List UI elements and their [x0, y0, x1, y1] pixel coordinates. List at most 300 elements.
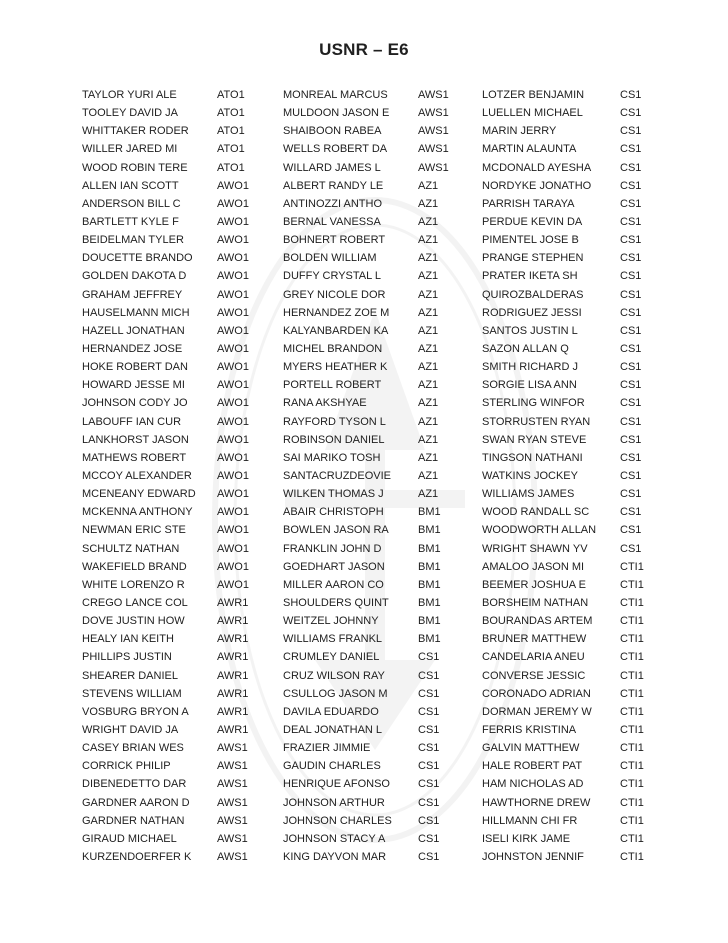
member-rate: CS1: [620, 288, 642, 301]
member-name: JOHNSON ARTHUR: [283, 796, 385, 809]
roster-row: [82, 793, 662, 811]
roster-row: [82, 86, 662, 104]
member-name: CSULLOG JASON M: [283, 687, 388, 700]
member-name: VOSBURG BRYON A: [82, 705, 189, 718]
member-name: CANDELARIA ANEU: [482, 651, 585, 664]
member-rate: AWS1: [217, 832, 248, 845]
member-rate: CS1: [418, 850, 440, 863]
member-rate: AZ1: [418, 379, 439, 392]
member-name: MARTIN ALAUNTA: [482, 143, 577, 156]
member-rate: CS1: [620, 179, 642, 192]
member-rate: CTI1: [620, 832, 644, 845]
member-rate: AWO1: [217, 361, 249, 374]
member-rate: AWO1: [217, 252, 249, 265]
member-rate: CS1: [620, 470, 642, 483]
member-rate: AZ1: [418, 415, 439, 428]
member-name: PARRISH TARAYA: [482, 197, 575, 210]
member-name: SORGIE LISA ANN: [482, 379, 577, 392]
roster-row: [82, 322, 662, 340]
member-name: STERLING WINFOR: [482, 397, 585, 410]
member-rate: AWO1: [217, 216, 249, 229]
member-rate: ATO1: [217, 125, 245, 138]
member-rate: CTI1: [620, 796, 644, 809]
member-rate: CTI1: [620, 560, 644, 573]
member-rate: AWS1: [217, 850, 248, 863]
roster-row: [82, 122, 662, 140]
member-rate: AZ1: [418, 343, 439, 356]
member-rate: AWO1: [217, 288, 249, 301]
member-rate: CS1: [620, 506, 642, 519]
member-rate: AWO1: [217, 343, 249, 356]
member-rate: AWO1: [217, 506, 249, 519]
member-rate: BM1: [418, 542, 441, 555]
member-name: WILKEN THOMAS J: [283, 488, 384, 501]
member-name: PRANGE STEPHEN: [482, 252, 584, 265]
member-rate: CTI1: [620, 850, 644, 863]
member-rate: CS1: [418, 687, 440, 700]
member-rate: AWO1: [217, 397, 249, 410]
roster-row: [82, 104, 662, 122]
member-name: WOODWORTH ALLAN: [482, 524, 597, 537]
roster-row: [82, 140, 662, 158]
member-name: HERNANDEZ ZOE M: [283, 306, 390, 319]
member-name: MYERS HEATHER K: [283, 361, 388, 374]
member-rate: AWS1: [217, 760, 248, 773]
member-rate: CS1: [620, 125, 642, 138]
member-rate: CS1: [620, 488, 642, 501]
roster-row: [82, 648, 662, 666]
member-rate: AZ1: [418, 324, 439, 337]
member-name: MCKENNA ANTHONY: [82, 506, 193, 519]
member-rate: AWS1: [217, 742, 248, 755]
member-name: ROBINSON DANIEL: [283, 433, 385, 446]
member-name: MONREAL MARCUS: [283, 89, 388, 102]
member-rate: AWO1: [217, 324, 249, 337]
member-name: WHITTAKER RODER: [82, 125, 189, 138]
member-rate: ATO1: [217, 143, 245, 156]
member-name: MARIN JERRY: [482, 125, 557, 138]
member-name: WRIGHT SHAWN YV: [482, 542, 588, 555]
member-name: JOHNSTON JENNIF: [482, 850, 584, 863]
roster-row: [82, 685, 662, 703]
member-rate: CS1: [620, 433, 642, 446]
member-rate: BM1: [418, 506, 441, 519]
member-name: BEIDELMAN TYLER: [82, 234, 184, 247]
member-rate: CS1: [620, 379, 642, 392]
member-name: HENRIQUE AFONSO: [283, 778, 390, 791]
member-rate: BM1: [418, 524, 441, 537]
member-name: LANKHORST JASON: [82, 433, 189, 446]
member-rate: ATO1: [217, 161, 245, 174]
member-name: GOLDEN DAKOTA D: [82, 270, 187, 283]
member-rate: CTI1: [620, 705, 644, 718]
roster-row: [82, 394, 662, 412]
member-name: MICHEL BRANDON: [283, 343, 383, 356]
member-rate: CS1: [418, 832, 440, 845]
member-name: HAM NICHOLAS AD: [482, 778, 584, 791]
member-name: QUIROZBALDERAS: [482, 288, 584, 301]
member-name: HOKE ROBERT DAN: [82, 361, 188, 374]
roster-row: [82, 612, 662, 630]
member-name: SANTOS JUSTIN L: [482, 324, 578, 337]
member-name: PRATER IKETA SH: [482, 270, 578, 283]
member-rate: CS1: [620, 343, 642, 356]
member-name: BERNAL VANESSA: [283, 216, 381, 229]
member-rate: CS1: [620, 252, 642, 265]
member-name: BOWLEN JASON RA: [283, 524, 389, 537]
member-rate: AZ1: [418, 451, 439, 464]
member-rate: CTI1: [620, 814, 644, 827]
member-name: SWAN RYAN STEVE: [482, 433, 587, 446]
member-rate: CS1: [620, 415, 642, 428]
member-rate: AWO1: [217, 542, 249, 555]
roster-row: [82, 340, 662, 358]
member-name: MILLER AARON CO: [283, 578, 384, 591]
roster-row: [82, 667, 662, 685]
member-rate: AZ1: [418, 488, 439, 501]
member-rate: AWR1: [217, 669, 249, 682]
member-rate: CS1: [418, 705, 440, 718]
member-name: SMITH RICHARD J: [482, 361, 578, 374]
member-rate: AWS1: [418, 107, 449, 120]
member-name: GRAHAM JEFFREY: [82, 288, 183, 301]
member-rate: AWR1: [217, 723, 249, 736]
member-rate: AZ1: [418, 179, 439, 192]
member-name: BRUNER MATTHEW: [482, 633, 587, 646]
member-name: RANA AKSHYAE: [283, 397, 367, 410]
member-rate: CS1: [620, 361, 642, 374]
member-rate: CS1: [418, 723, 440, 736]
member-rate: CS1: [620, 270, 642, 283]
member-name: DORMAN JEREMY W: [482, 705, 592, 718]
member-name: JOHNSON CHARLES: [283, 814, 392, 827]
member-rate: CS1: [620, 397, 642, 410]
member-rate: AWR1: [217, 615, 249, 628]
member-name: WRIGHT DAVID JA: [82, 723, 179, 736]
member-rate: CTI1: [620, 651, 644, 664]
member-rate: CS1: [418, 669, 440, 682]
member-rate: AWO1: [217, 415, 249, 428]
member-name: TINGSON NATHANI: [482, 451, 583, 464]
member-rate: AWS1: [418, 161, 449, 174]
member-name: DOUCETTE BRANDO: [82, 252, 193, 265]
member-rate: AWS1: [217, 796, 248, 809]
member-name: WEITZEL JOHNNY: [283, 615, 379, 628]
member-name: STEVENS WILLIAM: [82, 687, 182, 700]
member-name: ANDERSON BILL C: [82, 197, 181, 210]
member-rate: AWR1: [217, 597, 249, 609]
member-rate: AZ1: [418, 197, 439, 210]
roster-row: [82, 576, 662, 594]
member-name: HEALY IAN KEITH: [82, 633, 174, 646]
member-rate: AWR1: [217, 633, 249, 646]
member-rate: AWO1: [217, 270, 249, 283]
member-name: ISELI KIRK JAME: [482, 832, 571, 845]
member-name: ALLEN IAN SCOTT: [82, 179, 179, 192]
member-name: RODRIGUEZ JESSI: [482, 306, 582, 319]
member-name: GOEDHART JASON: [283, 560, 385, 573]
member-name: MCDONALD AYESHA: [482, 161, 592, 174]
member-rate: AWR1: [217, 651, 249, 664]
roster-row: [82, 775, 662, 793]
member-name: WAKEFIELD BRAND: [82, 560, 187, 573]
member-rate: AWR1: [217, 705, 249, 718]
roster-row: [82, 503, 662, 521]
member-name: DUFFY CRYSTAL L: [283, 270, 382, 283]
roster-row: [82, 195, 662, 213]
member-rate: BM1: [418, 578, 441, 591]
member-name: KING DAYVON MAR: [283, 850, 387, 863]
member-name: HAWTHORNE DREW: [482, 796, 591, 809]
member-name: LABOUFF IAN CUR: [82, 415, 182, 428]
member-name: ALBERT RANDY LE: [283, 179, 384, 192]
member-name: ANTINOZZI ANTHO: [283, 197, 382, 210]
member-rate: AWO1: [217, 179, 249, 192]
member-rate: CTI1: [620, 687, 644, 700]
roster-row: [82, 703, 662, 721]
member-name: GALVIN MATTHEW: [482, 742, 580, 755]
member-name: DIBENEDETTO DAR: [82, 778, 187, 791]
member-name: BARTLETT KYLE F: [82, 216, 179, 229]
member-name: SAI MARIKO TOSH: [283, 451, 381, 464]
member-name: MATHEWS ROBERT: [82, 451, 187, 464]
member-name: SAZON ALLAN Q: [482, 343, 569, 356]
roster-row: [82, 159, 662, 177]
roster-table: [82, 86, 662, 866]
member-name: BOHNERT ROBERT: [283, 234, 386, 247]
member-name: WILLIAMS JAMES: [482, 488, 575, 501]
member-name: MCCOY ALEXANDER: [82, 470, 192, 483]
member-rate: CTI1: [620, 578, 644, 591]
member-rate: CS1: [620, 524, 642, 537]
member-rate: CS1: [620, 324, 642, 337]
member-rate: CS1: [620, 107, 642, 120]
member-name: WELLS ROBERT DA: [283, 143, 388, 156]
member-name: GARDNER AARON D: [82, 796, 190, 809]
member-rate: AZ1: [418, 361, 439, 374]
member-name: MCENEANY EDWARD: [82, 488, 196, 501]
member-name: JOHNSON STACY A: [283, 832, 386, 845]
member-rate: AZ1: [418, 234, 439, 247]
member-rate: BM1: [418, 633, 441, 646]
member-rate: AZ1: [418, 397, 439, 410]
member-name: GREY NICOLE DOR: [283, 288, 386, 301]
member-name: CRUMLEY DANIEL: [283, 651, 380, 664]
member-name: CORONADO ADRIAN: [482, 687, 591, 700]
member-rate: AWO1: [217, 234, 249, 247]
member-rate: CS1: [418, 796, 440, 809]
roster-row: [82, 848, 662, 866]
member-name: LUELLEN MICHAEL: [482, 107, 583, 120]
member-name: CRUZ WILSON RAY: [283, 669, 385, 682]
member-rate: AWS1: [418, 143, 449, 156]
member-name: TAYLOR YURI ALE: [82, 89, 177, 102]
member-rate: BM1: [418, 597, 441, 609]
member-rate: CS1: [620, 143, 642, 156]
member-rate: CTI1: [620, 597, 644, 609]
member-rate: CS1: [418, 778, 440, 791]
member-name: HERNANDEZ JOSE: [82, 343, 183, 356]
member-rate: AWO1: [217, 470, 249, 483]
roster-row: [82, 304, 662, 322]
roster-row: [82, 540, 662, 558]
member-name: GAUDIN CHARLES: [283, 760, 381, 773]
member-rate: AWO1: [217, 578, 249, 591]
roster-row: [82, 630, 662, 648]
member-name: DAVILA EDUARDO: [283, 705, 379, 718]
member-rate: CTI1: [620, 742, 644, 755]
member-name: PIMENTEL JOSE B: [482, 234, 579, 247]
member-rate: AWS1: [418, 125, 449, 138]
roster-row: [82, 449, 662, 467]
member-rate: AWS1: [418, 89, 449, 102]
member-name: SHOULDERS QUINT: [283, 597, 389, 609]
member-name: TOOLEY DAVID JA: [82, 107, 178, 120]
member-rate: CTI1: [620, 723, 644, 736]
member-name: DEAL JONATHAN L: [283, 723, 383, 736]
member-rate: CS1: [418, 814, 440, 827]
member-name: MULDOON JASON E: [283, 107, 390, 120]
member-name: SANTACRUZDEOVIE: [283, 470, 391, 483]
roster-row: [82, 213, 662, 231]
member-rate: AZ1: [418, 433, 439, 446]
member-rate: AWO1: [217, 560, 249, 573]
member-name: PHILLIPS JUSTIN: [82, 651, 172, 664]
member-name: BOURANDAS ARTEM: [482, 615, 593, 628]
member-name: HOWARD JESSE MI: [82, 379, 185, 392]
member-rate: AZ1: [418, 470, 439, 483]
member-rate: AWO1: [217, 488, 249, 501]
member-name: KALYANBARDEN KA: [283, 324, 389, 337]
member-rate: CTI1: [620, 778, 644, 791]
member-name: JOHNSON CODY JO: [82, 397, 188, 410]
member-rate: AWO1: [217, 379, 249, 392]
member-name: CORRICK PHILIP: [82, 760, 171, 773]
member-rate: AWO1: [217, 433, 249, 446]
member-rate: AWO1: [217, 524, 249, 537]
member-rate: AWR1: [217, 687, 249, 700]
member-rate: ATO1: [217, 107, 245, 120]
member-rate: CS1: [418, 651, 440, 664]
member-name: LOTZER BENJAMIN: [482, 89, 585, 102]
member-name: SHEARER DANIEL: [82, 669, 178, 682]
member-rate: CS1: [620, 161, 642, 174]
roster-row: [82, 267, 662, 285]
roster-row: [82, 485, 662, 503]
member-name: KURZENDOERFER K: [82, 850, 192, 863]
member-rate: AZ1: [418, 306, 439, 319]
member-name: FERRIS KRISTINA: [482, 723, 577, 736]
member-rate: CS1: [620, 451, 642, 464]
member-rate: CTI1: [620, 633, 644, 646]
member-name: WATKINS JOCKEY: [482, 470, 578, 483]
member-name: HAZELL JONATHAN: [82, 324, 185, 337]
member-name: NEWMAN ERIC STE: [82, 524, 186, 537]
roster-row: [82, 739, 662, 757]
member-name: FRANKLIN JOHN D: [283, 542, 382, 555]
roster-row: [82, 594, 662, 612]
member-rate: BM1: [418, 615, 441, 628]
roster-row: [82, 286, 662, 304]
member-rate: AWO1: [217, 451, 249, 464]
member-name: CONVERSE JESSIC: [482, 669, 586, 682]
member-name: WILLIAMS FRANKL: [283, 633, 383, 646]
member-name: PERDUE KEVIN DA: [482, 216, 583, 229]
member-name: GIRAUD MICHAEL: [82, 832, 177, 845]
member-name: HAUSELMANN MICH: [82, 306, 190, 319]
member-name: BOLDEN WILLIAM: [283, 252, 377, 265]
member-rate: CS1: [418, 760, 440, 773]
member-name: PORTELL ROBERT: [283, 379, 382, 392]
roster-row: [82, 431, 662, 449]
member-name: FRAZIER JIMMIE: [283, 742, 371, 755]
member-name: BEEMER JOSHUA E: [482, 578, 586, 591]
roster-row: [82, 521, 662, 539]
member-rate: CS1: [620, 216, 642, 229]
member-name: WOOD RANDALL SC: [482, 506, 590, 519]
roster-row: [82, 830, 662, 848]
member-rate: CS1: [620, 197, 642, 210]
member-name: STORRUSTEN RYAN: [482, 415, 591, 428]
member-rate: AWS1: [217, 778, 248, 791]
member-rate: CTI1: [620, 760, 644, 773]
member-name: AMALOO JASON MI: [482, 560, 585, 573]
member-name: HILLMANN CHI FR: [482, 814, 578, 827]
member-rate: AZ1: [418, 216, 439, 229]
member-name: SHAIBOON RABEA: [283, 125, 382, 138]
member-name: RAYFORD TYSON L: [283, 415, 386, 428]
member-name: HALE ROBERT PAT: [482, 760, 583, 773]
roster-row: [82, 467, 662, 485]
roster-row: [82, 231, 662, 249]
roster-row: [82, 358, 662, 376]
member-rate: CS1: [418, 742, 440, 755]
roster-row: [82, 812, 662, 830]
member-name: ABAIR CHRISTOPH: [283, 506, 384, 519]
page-title: USNR – E6: [319, 40, 409, 59]
member-rate: AWO1: [217, 197, 249, 210]
member-name: GARDNER NATHAN: [82, 814, 185, 827]
member-name: DOVE JUSTIN HOW: [82, 615, 185, 628]
roster-row: [82, 177, 662, 195]
member-rate: AZ1: [418, 288, 439, 301]
member-rate: CTI1: [620, 615, 644, 628]
member-name: CASEY BRIAN WES: [82, 742, 184, 755]
roster-row: [82, 413, 662, 431]
member-rate: AZ1: [418, 270, 439, 283]
member-rate: CS1: [620, 234, 642, 247]
roster-row: [82, 558, 662, 576]
member-rate: CS1: [620, 306, 642, 319]
member-rate: CS1: [620, 542, 642, 555]
member-rate: ATO1: [217, 89, 245, 102]
member-rate: CTI1: [620, 669, 644, 682]
roster-row: [82, 249, 662, 267]
member-rate: AZ1: [418, 252, 439, 265]
roster-row: [82, 376, 662, 394]
member-name: BORSHEIM NATHAN: [482, 597, 589, 609]
member-rate: BM1: [418, 560, 441, 573]
roster-row: [82, 757, 662, 775]
member-name: NORDYKE JONATHO: [482, 179, 592, 192]
member-name: WILLER JARED MI: [82, 143, 178, 156]
member-name: WILLARD JAMES L: [283, 161, 381, 174]
member-rate: CS1: [620, 89, 642, 102]
member-rate: AWS1: [217, 814, 248, 827]
member-name: WOOD ROBIN TERE: [82, 161, 188, 174]
member-name: WHITE LORENZO R: [82, 578, 185, 591]
member-name: SCHULTZ NATHAN: [82, 542, 180, 555]
